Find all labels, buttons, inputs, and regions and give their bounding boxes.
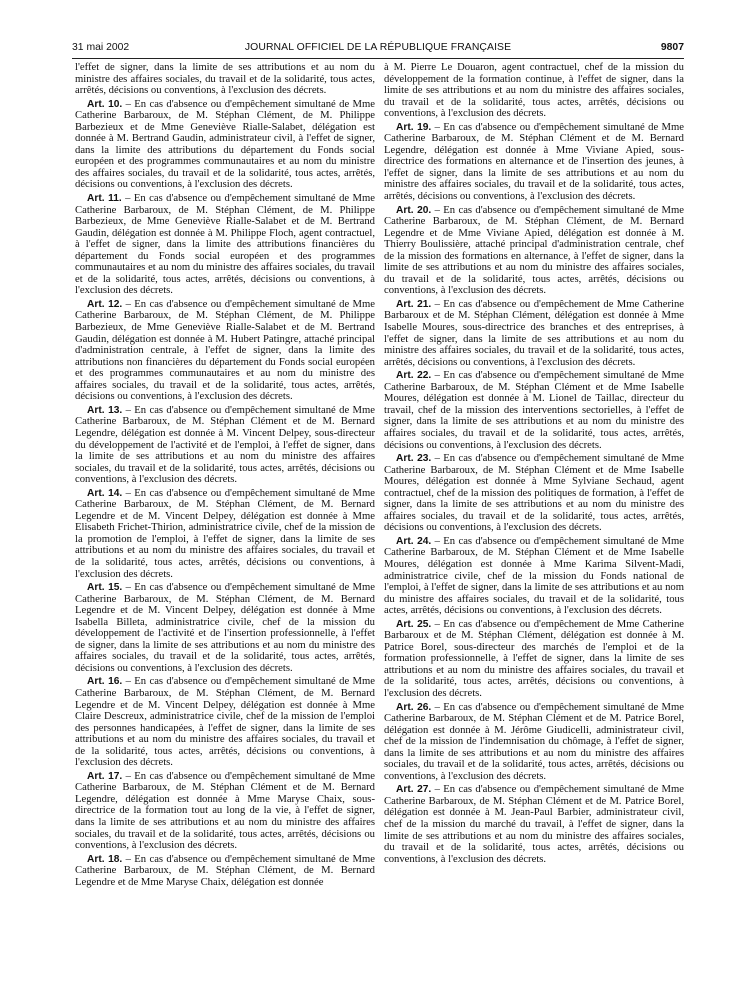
article-paragraph bbox=[384, 370, 684, 451]
article-number: Art. 17. bbox=[87, 770, 123, 782]
article-paragraph bbox=[75, 771, 375, 852]
article-paragraph bbox=[384, 784, 684, 865]
article-number: Art. 15. bbox=[87, 582, 123, 594]
article-number: Art. 16. bbox=[87, 676, 123, 688]
article-text: – En cas d'absence ou d'empêchement de Mme Catherine Barbaroux et de M. Stéphan Clément, délégation est donnée à M. Patrice Borel, sous-directeur des marchés de l'emploi et de la formation professionnelle, à l'effet de signer, dans la limite de ses attributions et au nom du ministre des affaires sociales, du travail et de la solidarité, tous actes, arrêtés, décisions ou conventions, à l'exclusion des décrets. bbox=[384, 618, 684, 699]
article-number: Art. 26. bbox=[396, 701, 432, 713]
article-text: – En cas d'absence ou d'empêchement simultané de Mme Catherine Barbaroux, de M. Stéphan Clément et de Mme Isabelle Moures, délégation est donnée à M. Lionel de Taillac, directeur du travail, chef de la mission des interventions sectorielles, à l'effet de signer, dans la limite de ses attributions et au nom du ministre des affaires sociales, du travail et de la solidarité, tous actes, arrêtés, décisions ou conventions, à l'exclusion des décrets. bbox=[384, 370, 684, 451]
header-date: 31 mai 2002 bbox=[72, 42, 130, 53]
article-text: – En cas d'absence ou d'empêchement simultané de Mme Catherine Barbaroux, de M. Stéphan Clément et de M. Patrice Borel, délégation est donnée à M. Jérôme Giudicelli, administrateur civil, chef de la mission de l'indemnisation du chômage, à l'effet de signer, dans la limite de ses attributions et au nom du ministre des affaires sociales, du travail et de la solidarité, tous actes, arrêtés, décisions ou conventions, à l'exclusion des décrets. bbox=[384, 701, 684, 782]
article-text: – En cas d'absence ou d'empêchement simultané de Mme Catherine Barbaroux, de M. Stéphan Clément et de M. Bernard Legendre, délégation est donnée à Mme Viviane Apied, sous-directrice des formations en alternance et de l'insertion des jeunes, à l'effet de signer, dans la limite de ses attributions et au nom du ministre des affaires sociales, du travail et de la solidarité, tous actes, arrêtés, décisions ou conventions, à l'exclusion des décrets. bbox=[384, 121, 684, 203]
article-text: – En cas d'absence ou d'empêchement simultané de Mme Catherine Barbaroux, de M. Stéphan Clément, de M. Bernard Legendre et de M. Vincent Delpey, délégation est donnée à Mme Claire Descreux, administratrice civile, chef de la mission de l'emploi des personnes handicapées, à l'effet de signer, dans la limite de ses attributions et au nom du ministre des affaires sociales, du travail et de la solidarité, tous actes, arrêtés, décisions ou conventions, à l'exclusion des décrets. bbox=[75, 676, 375, 769]
article-text: l'effet de signer, dans la limite de ses attributions et au nom du ministre des affaires sociales, du travail et de la solidarité, tous actes, arrêtés, décisions ou conventions, à l'exclusion des décrets. bbox=[75, 62, 375, 97]
article-number: Art. 24. bbox=[396, 535, 432, 547]
article-paragraph bbox=[75, 299, 375, 403]
article-number: Art. 18. bbox=[87, 853, 123, 865]
article-paragraph bbox=[75, 99, 375, 191]
header-title: JOURNAL OFFICIEL DE LA RÉPUBLIQUE FRANÇAISE bbox=[244, 42, 512, 53]
article-number: Art. 19. bbox=[396, 121, 432, 133]
article-number: Art. 13. bbox=[87, 404, 123, 416]
article-paragraph bbox=[384, 619, 684, 700]
right-column bbox=[384, 62, 684, 867]
article-paragraph bbox=[75, 405, 375, 486]
article-text: – En cas d'absence ou d'empêchement simultané de Mme Catherine Barbaroux, de M. Stéphan Clément, de M. Bernard Legendre et de Mme Maryse Chaix, délégation est donnée bbox=[75, 853, 375, 888]
left-column bbox=[75, 62, 375, 890]
article-number: Art. 27. bbox=[396, 784, 432, 796]
article-number: Art. 11. bbox=[87, 193, 122, 205]
article-number: Art. 21. bbox=[396, 298, 432, 310]
article-text: – En cas d'absence ou d'empêchement simultané de Mme Catherine Barbaroux, de M. Stéphan Clément, de M. Philippe Barbezieux, de Mme Geneviève Rialle-Salabet et de M. Bertrand Gaudin, délégation est donnée à M. Hubert Patingre, attaché principal d'administration centrale, à l'effet de signer, dans la limite des attributions non financières du département du Fonds social européen et des programmes communautaires et au nom du ministre des affaires sociales, du travail et de la solidarité, tous actes, arrêtés, décisions ou conventions, à l'exclusion des décrets. bbox=[75, 298, 375, 403]
article-number: Art. 14. bbox=[87, 487, 123, 499]
article-paragraph bbox=[384, 205, 684, 297]
article-text: – En cas d'absence ou d'empêchement simultané de Mme Catherine Barbaroux, de M. Stéphan Clément, de M. Bernard Legendre et de Mme Viviane Apied, délégation est donnée à M. Thierry Boulissière, attaché principal d'administration centrale, chef de la mission des formations en alternance, à l'effet de signer, dans la limite de ses attributions et au nom du ministre des affaires sociales, du travail et de la solidarité, tous actes, arrêtés, décisions ou conventions, à l'exclusion des décrets. bbox=[384, 204, 684, 297]
article-text: – En cas d'absence ou d'empêchement simultané de Mme Catherine Barbaroux, de M. Stéphan Clément et de Mme Isabelle Moures, délégation est donnée à Mme Karima Silvent-Madi, administratrice civile, chef de la mission du Fonds national de l'emploi, à l'effet de signer, dans la limite de ses attributions et au nom du ministre des affaires sociales, du travail et de la solidarité, tous actes, arrêtés, décisions ou conventions, à l'exclusion des décrets. bbox=[384, 535, 684, 617]
article-paragraph bbox=[384, 62, 684, 120]
article-text: à M. Pierre Le Douaron, agent contractuel, chef de la mission du développement de la formation continue, à l'effet de signer, dans la limite de ses attributions et au nom du ministre des affaires sociales, du travail et de la solidarité, tous actes, arrêtés, décisions ou conventions, à l'exclusion des décrets. bbox=[384, 62, 684, 120]
article-paragraph bbox=[75, 488, 375, 580]
article-paragraph bbox=[384, 536, 684, 617]
article-paragraph bbox=[384, 122, 684, 203]
article-paragraph bbox=[75, 582, 375, 674]
article-text: – En cas d'absence ou d'empêchement simultané de Mme Catherine Barbaroux, de M. Stéphan Clément, de M. Philippe Barbezieux, de Mme Geneviève Rialle-Salabet et de M. Bertrand Gaudin, délégation est donnée à M. Philippe Floch, agent contractuel, à l'effet de signer, dans la limite des attributions financières du département du Fonds social européen et des programmes communautaires et au nom du ministre des affaires sociales, du travail et de la solidarité, tous actes, arrêtés, décisions ou conventions, à l'exclusion des décrets. bbox=[75, 193, 375, 297]
article-number: Art. 23. bbox=[396, 453, 432, 465]
article-number: Art. 20. bbox=[396, 204, 432, 216]
article-text: – En cas d'absence ou d'empêchement simultané de Mme Catherine Barbaroux, de M. Stéphan Clément et de M. Patrice Borel, délégation est donnée à M. Jean-Paul Barbier, administrateur civil, chef de la mission du marché du travail, à l'effet de signer, dans la limite de ses attributions et au nom du ministre des affaires sociales, du travail et de la solidarité, tous actes, arrêtés, décisions ou conventions, à l'exclusion des décrets. bbox=[384, 784, 684, 865]
article-paragraph bbox=[75, 62, 375, 97]
header-page-number: 9807 bbox=[660, 42, 684, 53]
article-paragraph bbox=[384, 299, 684, 368]
article-number: Art. 22. bbox=[396, 370, 432, 382]
article-text: – En cas d'absence ou d'empêchement simultané de Mme Catherine Barbaroux, de M. Stéphan Clément et de M. Bernard Legendre, délégation est donnée à Mme Maryse Chaix, sous-directrice de la formation tout au long de la vie, à l'effet de signer, dans la limite de ses attributions et au nom du ministre des affaires sociales, du travail et de la solidarité, tous actes, arrêtés, décisions ou conventions, à l'exclusion des décrets. bbox=[75, 770, 375, 852]
article-number: Art. 10. bbox=[87, 98, 123, 110]
article-number: Art. 25. bbox=[396, 618, 432, 630]
article-paragraph bbox=[384, 453, 684, 534]
article-number: Art. 12. bbox=[87, 298, 123, 310]
article-text: – En cas d'absence ou d'empêchement simultané de Mme Catherine Barbaroux, de M. Stéphan Clément et de Mme Isabelle Moures, délégation est donnée à Mme Sylviane Sechaud, agent contractuel, chef de la mission des politiques de formation, à l'effet de signer, dans la limite de ses attributions et au nom du ministre des affaires sociales, du travail et de la solidarité, tous actes, arrêtés, décisions ou conventions, à l'exclusion des décrets. bbox=[384, 453, 684, 534]
article-paragraph bbox=[384, 702, 684, 783]
article-text: – En cas d'absence ou d'empêchement simultané de Mme Catherine Barbaroux, de M. Stéphan Clément, de M. Bernard Legendre et de M. Vincent Delpey, délégation est donnée à Mme Isabella Billeta, administratrice civile, chef de la mission du développement de l'activité et de l'insertion professionnelle, à l'effet de signer, dans la limite de ses attributions et au nom du ministre des affaires sociales, du travail et de la solidarité, tous actes, arrêtés, décisions ou conventions, à l'exclusion des décrets. bbox=[75, 582, 375, 674]
header-rule bbox=[72, 58, 684, 59]
article-text: – En cas d'absence ou d'empêchement simultané de Mme Catherine Barbaroux, de M. Stéphan Clément et de M. Bernard Legendre, délégation est donnée à M. Vincent Delpey, sous-directeur du développement de l'activité et de l'emploi, à l'effet de signer, dans la limite de ses attributions et au nom du ministre des affaires sociales, du travail et de la solidarité, tous actes, arrêtés, décisions ou conventions, à l'exclusion des décrets. bbox=[75, 404, 375, 486]
article-text: – En cas d'absence ou d'empêchement simultané de Mme Catherine Barbaroux, de M. Stéphan Clément, de M. Philippe Barbezieux et de Mme Geneviève Rialle-Salabet, délégation est donnée à M. Bertrand Gaudin, administrateur civil, à l'effet de signer, dans la limite des attributions du département du Fonds social européen et des programmes communautaires et au nom du ministre des affaires sociales, du travail et de la solidarité, tous actes, arrêtés, décisions ou conventions, à l'exclusion des décrets. bbox=[75, 98, 375, 191]
article-paragraph bbox=[75, 676, 375, 768]
article-text: – En cas d'absence ou d'empêchement simultané de Mme Catherine Barbaroux, de M. Stéphan Clément, de M. Bernard Legendre et de M. Vincent Delpey, délégation est donnée à Mme Elisabeth Frichet-Thirion, administratrice civile, chef de la mission de la promotion de l'emploi, à l'effet de signer, dans la limite de ses attributions et au nom du ministre des affaires sociales, du travail et de la solidarité, tous actes, arrêtés, décisions ou conventions, à l'exclusion des décrets. bbox=[75, 487, 375, 580]
article-paragraph bbox=[75, 193, 375, 297]
article-paragraph bbox=[75, 854, 375, 889]
article-text: – En cas d'absence ou d'empêchement de Mme Catherine Barbaroux et de M. Stéphan Clément, délégation est donnée à Mme Isabelle Moures, sous-directrice des branches et des entreprises, à l'effet de signer, dans la limite de ses attributions et au nom du ministre des affaires sociales, du travail et de la solidarité, tous actes, arrêtés, décisions ou conventions, à l'exclusion des décrets. bbox=[384, 298, 684, 368]
page-header bbox=[72, 40, 684, 56]
